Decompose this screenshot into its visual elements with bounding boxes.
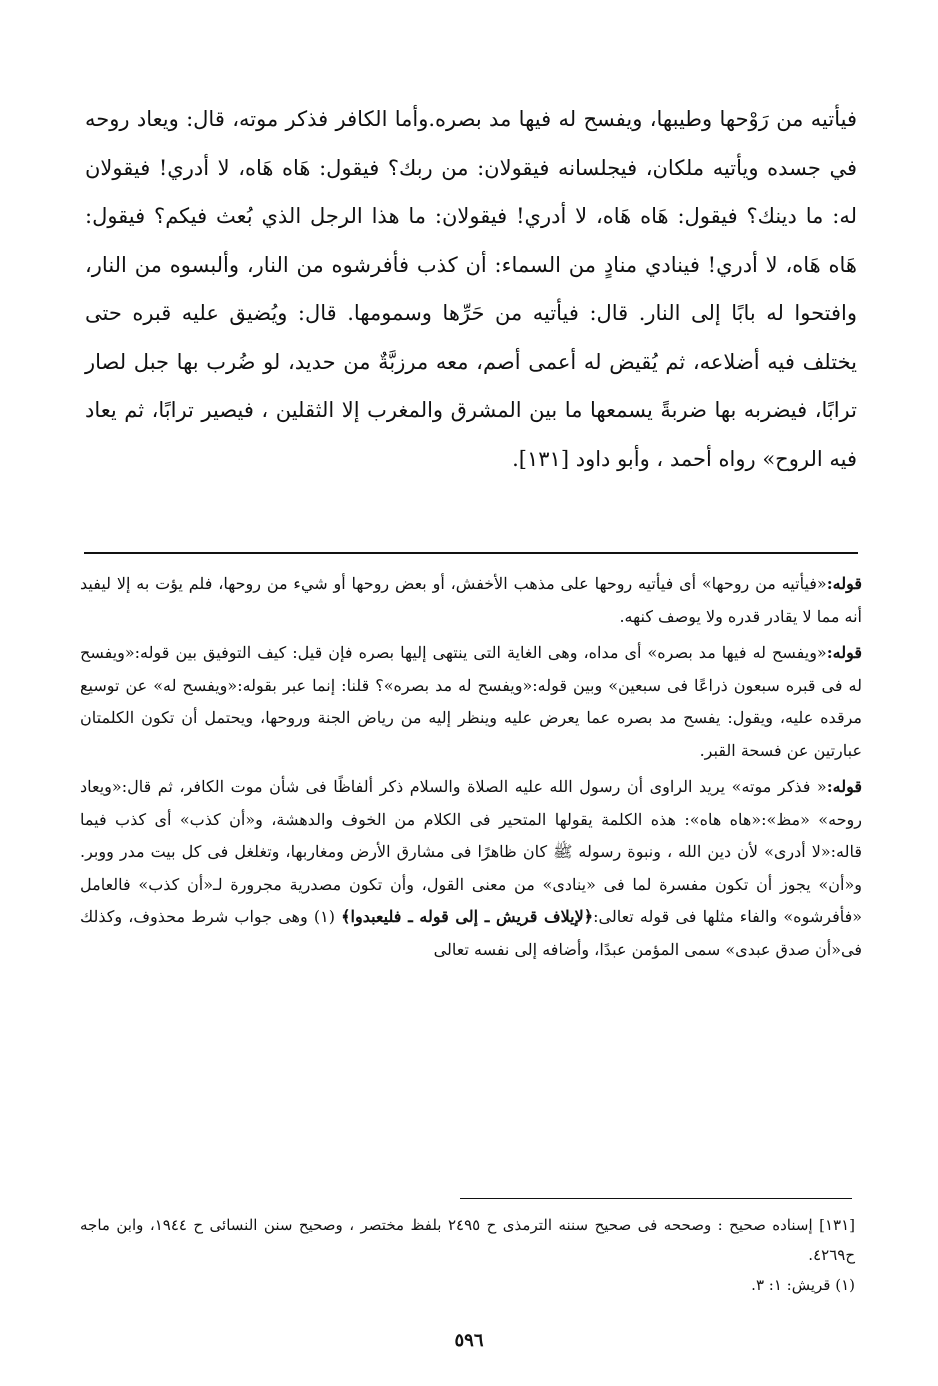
separator-rule <box>84 552 858 554</box>
page-number: ٥٩٦ <box>454 1330 484 1351</box>
hadith-text-block <box>85 95 857 483</box>
footnote-marker: (١) <box>313 907 335 926</box>
hadith-paragraph: فيأتيه من رَوْحها وطيبها، ويفسح له فيها مد بصره.وأما الكافر فذكر موته، قال: ويعاد روحه في جسده ويأتيه ملكان، فيجلسانه فيقولان: من ربك؟ فيقول: هَاه هَاه، لا أدري! فيقولان له: ما دينك؟ فيقول: هَاه هَاه، لا أدري! فيقولان: ما هذا الرجل الذي بُعث فيكم؟ فيقول: هَاه هَاه، لا أدري! فينادي منادٍ من السماء: أن كذب فأفرشوه من النار، وألبسوه من النار، وافتحوا له بابًا إلى النار. قال: فيأتيه من حَرِّها وسمومها. قال: ويُضيق عليه قبره حتى يختلف فيه أضلاعه، ثم يُقيض له أعمى أصم، معه مرزبَّةٌ من حديد، لو ضُرب بها جبل لصار ترابًا، فيضربه بها ضربةً يسمعها ما بين المشرق والمغرب إلا الثقلين ، فيصير ترابًا، ثم يعاد فيه الروح» رواه أحمد ، وأبو داود [١٣١]. <box>85 107 857 471</box>
commentary-paragraph-2 <box>80 637 862 767</box>
commentary-paragraph-1 <box>80 568 862 633</box>
commentary-label: قوله: <box>826 574 862 593</box>
commentary-text-tail: وهى جواب شرط محذوف، وكذلك فى«أن صدق عبدى» سمى المؤمن عبدًا، وأضافه إلى نفسه تعالى <box>80 907 862 959</box>
commentary-text: « فذكر موته» يريد الراوى أن رسول الله عليه الصلاة والسلام ذكر ألفاظًا فى شأن موت الكافر، ثم قال:«ويعاد روحه» «مظ»:«هاه هاه»: هذه الكلمة يقولها المتحير فى الكلام من الخوف والدهشة، و«أن كذب» أى كذب فيما قاله:«لا أدرى» لأن دين الله ، ونبوة رسوله ﷺ كان ظاهرًا فى مشارق الأرض ومغاربها، وتغلغل فى كل بيت مدر ووبر. و«أن» يجوز أن تكون مفسرة لما فى «ينادى» من معنى القول، وأن تكون مصدرية مجرورة لـ«أن كذب» فالعامل «فأفرشوه» والفاء مثلها فى قوله تعالى: <box>80 777 863 926</box>
takhrij-footnote: [١٣١] إسناده صحيح : وصححه فى صحيح سننه الترمذى ح ٢٤٩٥ بلفظ مختصر ، وصحيح سنن النسائى ح ١٩٤٤، وابن ماجه ح٤٢٦٩. <box>80 1216 855 1264</box>
footnote-separator <box>460 1198 852 1199</box>
commentary-text: «فيأتيه من روحها» أى فيأتيه روحها على مذهب الأخفش، أو بعض روحها أو شيء من روحها، فلم يؤت به إلا ليفيد أنه مما لا يقادر قدره ولا يوصف كنهه. <box>80 574 862 626</box>
quran-reference-footnote: (١) قريش: ١: ٣. <box>751 1276 855 1294</box>
commentary-paragraph-3 <box>80 771 862 966</box>
quran-quote: ﴿لإيلاف قريش ـ إلى قوله ـ فليعبدوا﴾ <box>341 907 594 926</box>
commentary-text: «ويفسح له فيها مد بصره» أى مداه، وهى الغاية التى ينتهى إليها بصره فإن قيل: كيف التوفيق بين قوله:«ويفسح له فى قبره سبعون ذراعًا فى سبعين» وبين قوله:«ويفسح له مد بصره»؟ قلنا: إنما عبر بقوله:«ويفسح له» عن توسيع مرقده عليه، ويقول: يفسح مد بصره عما يعرض عليه وينظر إليه من رياض الجنة وروحها، ويحتمل أن تكون الكلمتان عبارتين عن فسحة القبر. <box>80 643 862 760</box>
commentary-label: قوله: <box>826 777 862 796</box>
commentary-label: قوله: <box>826 643 862 662</box>
commentary-block <box>80 568 862 970</box>
footnotes-block <box>80 1210 855 1300</box>
